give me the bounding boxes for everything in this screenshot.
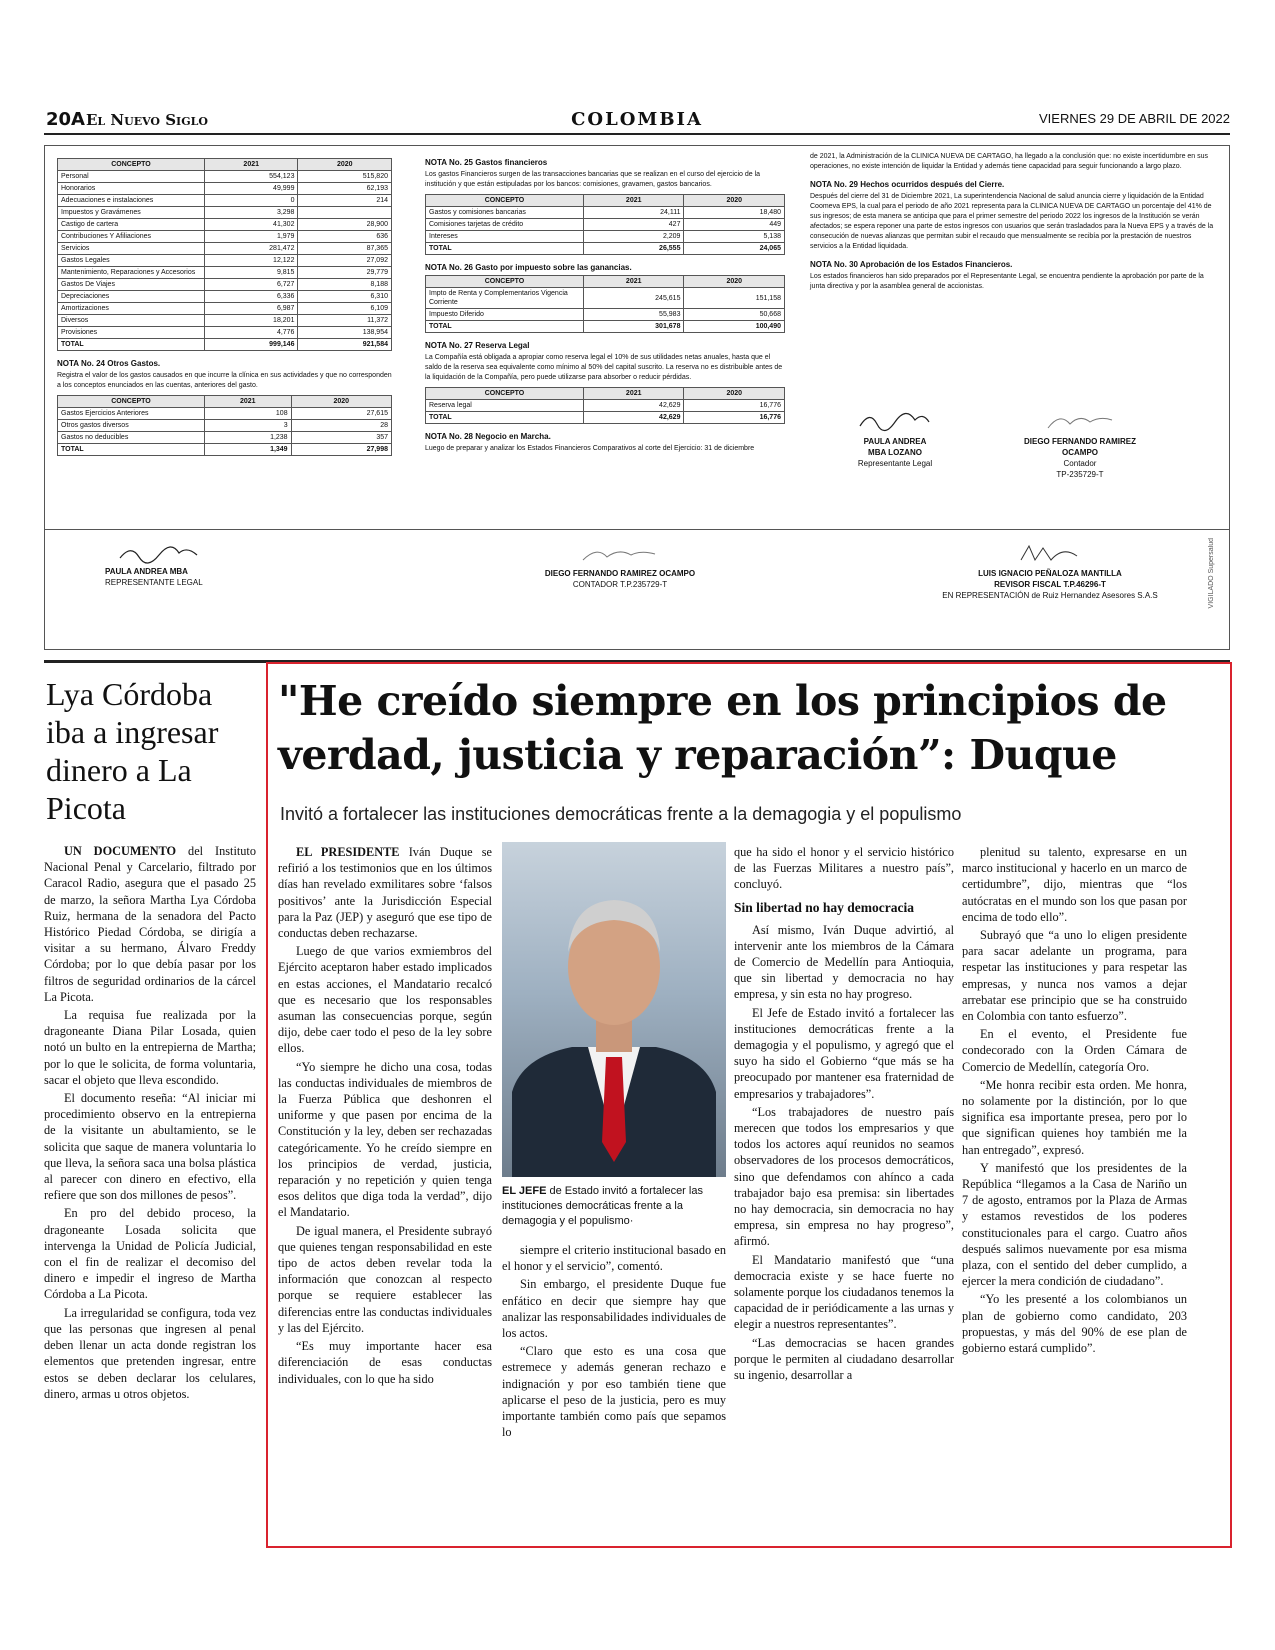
table-header: 2020 bbox=[684, 276, 785, 288]
table-total-row bbox=[58, 444, 392, 456]
signature-icon bbox=[575, 542, 665, 566]
table-row bbox=[58, 171, 392, 183]
expenses-table bbox=[57, 158, 392, 351]
table-row bbox=[426, 219, 785, 231]
table-row bbox=[426, 207, 785, 219]
side-paragraph bbox=[44, 843, 256, 1005]
note24-table bbox=[57, 395, 392, 456]
table-cell: 6,336 bbox=[204, 291, 298, 303]
table-row bbox=[58, 243, 392, 255]
table-cell: Gastos y comisiones bancarias bbox=[426, 207, 584, 219]
table-row bbox=[426, 288, 785, 309]
table-cell: 138,954 bbox=[298, 327, 392, 339]
column-3-body bbox=[734, 922, 954, 1384]
table-cell: 41,302 bbox=[204, 219, 298, 231]
sig1-role: Representante Legal bbox=[857, 459, 933, 468]
table-cell: 28,900 bbox=[298, 219, 392, 231]
table-header: 2021 bbox=[204, 396, 291, 408]
paragraph-lead: EL PRESIDENTE bbox=[296, 845, 400, 859]
column-paragraph: “Claro que esto es una cosa que estremece y además generan rechazo e indignación y por eso también tiene que aplicarse el peso de la justicia, pero es muy importante también como país que sepamos lo bbox=[502, 1344, 726, 1440]
table-cell: 24,065 bbox=[684, 243, 785, 255]
side-body bbox=[44, 843, 256, 1402]
main-article bbox=[266, 662, 1232, 1548]
table-header: 2020 bbox=[684, 195, 785, 207]
table-cell: 29,779 bbox=[298, 267, 392, 279]
signature-icon bbox=[855, 408, 935, 434]
table-header: 2021 bbox=[583, 195, 684, 207]
table-total-row bbox=[426, 321, 785, 333]
sig2-id: TP-235729-T bbox=[1056, 470, 1104, 479]
table-cell: Servicios bbox=[58, 243, 205, 255]
note25-table bbox=[425, 194, 785, 255]
table-cell: 1,979 bbox=[204, 231, 298, 243]
table-cell: 18,480 bbox=[684, 207, 785, 219]
table-row bbox=[58, 195, 392, 207]
table-header: 2021 bbox=[583, 388, 684, 400]
side-paragraph: El documento reseña: “Al iniciar mi procedimiento observo en la entrepierna de la visitante un abultamiento, se le solicita que saque de manera voluntaria lo que lleva, la señora saca una bolsa plástica al parecer con dinero en efectivo, ella refiere que son dos millones de pesos”. bbox=[44, 1091, 256, 1203]
side-headline: Lya Córdoba iba a ingresar dinero a La Picota bbox=[46, 676, 219, 826]
table-cell: 6,109 bbox=[298, 303, 392, 315]
table-header: CONCEPTO bbox=[426, 276, 584, 288]
note24-title: NOTA No. 24 Otros Gastos. bbox=[57, 359, 161, 368]
table-cell: 27,092 bbox=[298, 255, 392, 267]
table-cell: 245,615 bbox=[583, 288, 684, 309]
column-paragraph: Así mismo, Iván Duque advirtió, al intervenir ante los miembros de la Cámara de Comercio de Medellín para Antioquia, que sin libertad y democracia no hay empresa, y sin esta no hay progreso. bbox=[734, 922, 954, 1002]
table-cell: Reserva legal bbox=[426, 400, 584, 412]
signature-icon bbox=[1040, 408, 1120, 434]
table-row bbox=[58, 303, 392, 315]
table-row bbox=[58, 279, 392, 291]
column-paragraph: “Es muy importante hacer esa diferenciación de esas conductas individuales, con lo que ha sido bbox=[278, 1339, 492, 1386]
table-row bbox=[58, 432, 392, 444]
note28-title: NOTA No. 28 Negocio en Marcha. bbox=[425, 432, 551, 441]
table-cell: 214 bbox=[298, 195, 392, 207]
table-header: 2021 bbox=[204, 159, 298, 171]
table-cell: 42,629 bbox=[583, 400, 684, 412]
table-cell: Personal bbox=[58, 171, 205, 183]
sig2-name2: OCAMPO bbox=[1062, 448, 1098, 457]
side-article bbox=[44, 675, 256, 1545]
subhead: Sin libertad no hay democracia bbox=[734, 899, 915, 915]
table-cell: Castigo de cartera bbox=[58, 219, 205, 231]
photo-caption bbox=[502, 1184, 726, 1229]
note29-title: NOTA No. 29 Hechos ocurridos después del Cierre. bbox=[810, 180, 1005, 189]
band-signature-2 bbox=[515, 542, 725, 590]
table-row bbox=[58, 315, 392, 327]
note30-text: Los estados financieros han sido preparados por el Representante Legal, se encuentra pendiente la aprobación por parte de la junta directiva y por la asamblea general de accionistas. bbox=[810, 273, 1204, 290]
table-cell: Depreciaciones bbox=[58, 291, 205, 303]
article-column-3 bbox=[734, 844, 954, 1385]
table-header: CONCEPTO bbox=[426, 388, 584, 400]
table-cell: 2,209 bbox=[583, 231, 684, 243]
table-cell: Honorarios bbox=[58, 183, 205, 195]
table-cell: Comisiones tarjetas de crédito bbox=[426, 219, 584, 231]
column-paragraph: En el evento, el Presidente fue condecorado con la Orden Cámara de Comercio de Medellín, categoría Oro. bbox=[962, 1027, 1187, 1074]
article-column-4 bbox=[962, 844, 1187, 1358]
table-cell: 3 bbox=[204, 420, 291, 432]
column-paragraph: “Los trabajadores de nuestro país merecen que todos los empresarios y que todos los actores aquí reunidos no seamos observadores de los procesos democráticos, sino que defendamos con ahínco a cada trabajador bajo esa premisa: sin libertades no hay democracia, sin democracia no hay empresa, sin empresa no hay progreso”, afirmó. bbox=[734, 1104, 954, 1249]
table-cell: Gastos De Viajes bbox=[58, 279, 205, 291]
table-row bbox=[58, 420, 392, 432]
table-header: CONCEPTO bbox=[58, 396, 205, 408]
table-row bbox=[58, 408, 392, 420]
table-cell: 449 bbox=[684, 219, 785, 231]
note28-continuation: de 2021, la Administración de la CLINICA NUEVA DE CARTAGO, ha llegado a la conclusión que: no existe incertidumbre en sus operaciones, no existe intención de liquidar la Entidad y además tiene capacidad para seguir funcionando a largo plazo. bbox=[810, 153, 1209, 170]
table-cell: 0 bbox=[204, 195, 298, 207]
table-cell: 108 bbox=[204, 408, 291, 420]
finance-column-1 bbox=[57, 158, 392, 456]
band-s3-rep: EN REPRESENTACIÓN de Ruiz Hernandez Asesores S.A.S bbox=[942, 591, 1158, 600]
column-paragraph: El Jefe de Estado invitó a fortalecer las instituciones democráticas frente a la demagogia y el populismo, y agregó que el suyo ha sido el Gobierno “que más se ha preocupado por mantener esa fraternidad de empresarios y trabajadores”. bbox=[734, 1005, 954, 1101]
band-signature-1 bbox=[105, 542, 255, 588]
side-paragraph: En pro del debido proceso, la dragoneante Losada solicita que intervenga la Unidad de Policía Judicial, con el fin de realizar el decomiso del dinero e impedir el ingreso de Martha Córdoba a La Picota. bbox=[44, 1206, 256, 1302]
table-cell: 515,820 bbox=[298, 171, 392, 183]
sig1-name1: PAULA ANDREA bbox=[863, 437, 927, 446]
note26-table bbox=[425, 275, 785, 333]
article-column-1 bbox=[278, 844, 492, 1389]
table-cell: 55,983 bbox=[583, 309, 684, 321]
table-cell: 26,555 bbox=[583, 243, 684, 255]
column-paragraph: plenitud su talento, expresarse en un marco institucional y hacerlo en un marco de certidumbre”, dijo, mientras que “los autócratas en el mundo son los que pasan por encima de todo ello”. bbox=[962, 845, 1187, 924]
table-cell: 4,776 bbox=[204, 327, 298, 339]
column-paragraph: siempre el criterio institucional basado en el honor y el servicio”, comentó. bbox=[502, 1243, 726, 1274]
table-cell: 636 bbox=[298, 231, 392, 243]
band-s3-role: REVISOR FISCAL T.P.46296-T bbox=[994, 580, 1106, 589]
table-header: CONCEPTO bbox=[58, 159, 205, 171]
table-cell: 50,668 bbox=[684, 309, 785, 321]
table-cell: 49,999 bbox=[204, 183, 298, 195]
table-row bbox=[58, 255, 392, 267]
table-cell: 24,111 bbox=[583, 207, 684, 219]
page-header bbox=[44, 105, 1230, 135]
note24-text: Registra el valor de los gastos causados en que incurre la clínica en sus actividades y que no corresponden a los conceptos enunciados en las cuentas, anteriores del gasto. bbox=[57, 372, 392, 389]
table-cell: 357 bbox=[291, 432, 391, 444]
table-cell: TOTAL bbox=[58, 444, 205, 456]
table-cell: 5,138 bbox=[684, 231, 785, 243]
signature-accountant bbox=[1000, 408, 1160, 480]
table-cell: 27,998 bbox=[291, 444, 391, 456]
table-cell: 100,490 bbox=[684, 321, 785, 333]
note30-title: NOTA No. 30 Aprobación de los Estados Financieros. bbox=[810, 260, 1013, 269]
column-paragraph: “Yo les presenté a los colombianos un plan de gobierno como candidato, 203 propuestas, y más del 90% de ese plan de gobierno estará cumplido”. bbox=[962, 1292, 1187, 1356]
table-cell: Gastos Ejercicios Anteriores bbox=[58, 408, 205, 420]
band-s1-name: PAULA ANDREA MBA bbox=[105, 567, 188, 576]
table-header: 2020 bbox=[291, 396, 391, 408]
table-cell: Amortizaciones bbox=[58, 303, 205, 315]
table-cell: 8,188 bbox=[298, 279, 392, 291]
note27-title: NOTA No. 27 Reserva Legal bbox=[425, 341, 530, 350]
column-paragraph: Luego de que varios exmiembros del Ejército aceptaron haber estado implicados en estas acciones, el Mandatario recalcó que es necesario que los responsables asuman las consecuencias porque, según dijo, debe caer todo el peso de la ley sobre ellos. bbox=[278, 944, 492, 1056]
column-paragraph: que ha sido el honor y el servicio histórico de las Fuerzas Militares a nuestro país”, concluyó. bbox=[734, 845, 954, 892]
table-cell: 16,776 bbox=[684, 400, 785, 412]
table-cell: 62,193 bbox=[298, 183, 392, 195]
table-cell: 6,727 bbox=[204, 279, 298, 291]
sig1-name2: MBA LOZANO bbox=[868, 448, 922, 457]
table-header: 2021 bbox=[583, 276, 684, 288]
column-paragraph: De igual manera, el Presidente subrayó que quienes tengan responsabilidad en este tipo de actos deben revelar toda la información que conozcan al respecto porque se requiere establecer las diferencias entre las conductas individuales y las del Ejército. bbox=[278, 1223, 492, 1335]
note28-text: Luego de preparar y analizar los Estados Financieros Comparativos al corte del Ejercicio: 31 de diciembre bbox=[425, 445, 755, 452]
table-cell: 1,238 bbox=[204, 432, 291, 444]
issue-date: VIERNES 29 DE ABRIL DE 2022 bbox=[1038, 111, 1230, 126]
side-lead: UN DOCUMENTO bbox=[64, 844, 177, 858]
main-deck: Invitó a fortalecer las instituciones democráticas frente a la demagogia y el populismo bbox=[280, 804, 962, 824]
table-cell: TOTAL bbox=[58, 339, 205, 351]
column-paragraph: Subrayó que “a uno lo eligen presidente para sacar adelante un programa, para respetar las instituciones y para respetar las empresas, y nunca nos vamos a dejar arrebatar ese principio que se ha construido en Colombia con tanto esfuerzo”. bbox=[962, 928, 1187, 1024]
table-row bbox=[58, 327, 392, 339]
table-row bbox=[58, 183, 392, 195]
table-cell: 1,349 bbox=[204, 444, 291, 456]
financial-statements-box bbox=[44, 145, 1230, 530]
table-cell: Diversos bbox=[58, 315, 205, 327]
note27-table bbox=[425, 387, 785, 424]
duque-photo bbox=[502, 842, 726, 1177]
table-row bbox=[58, 219, 392, 231]
note25-text: Los gastos Financieros surgen de las transacciones bancarias que se realizan en el curso del ejercicio de la institución y que están estipuladas por los bancos: comisiones, gravamen, gastos bancarios. bbox=[425, 171, 761, 188]
newspaper-name: El Nuevo Siglo bbox=[86, 111, 208, 129]
table-cell: 999,146 bbox=[204, 339, 298, 351]
table-cell: Impuestos y Gravámenes bbox=[58, 207, 205, 219]
column-paragraph: “Las democracias se hacen grandes porque le permiten al ciudadano desarrollar su ingenio, desarrollar a bbox=[734, 1335, 954, 1383]
table-cell: 27,615 bbox=[291, 408, 391, 420]
caption-lead: EL JEFE bbox=[502, 1185, 547, 1197]
band-s1-role: REPRESENTANTE LEGAL bbox=[105, 578, 203, 587]
column-paragraph: Y manifestó que los presidentes de la República “llegamos a la Casa de Nariño un 7 de agosto, entramos por la Plaza de Armas y estamos revestidos de los poderes constitucionales para el cargo. Cuatro años después salimos nuevamente por esa misma plaza, con el sentido del deber cumplido, a ejercer la mera condición de ciudadano”. bbox=[962, 1160, 1187, 1289]
table-row bbox=[426, 231, 785, 243]
table-cell: TOTAL bbox=[426, 243, 584, 255]
sig2-role: Contador bbox=[1063, 459, 1097, 468]
band-signature-3 bbox=[935, 542, 1165, 601]
table-cell: 16,776 bbox=[684, 412, 785, 424]
table-cell: TOTAL bbox=[426, 412, 584, 424]
table-row bbox=[426, 400, 785, 412]
signature-legal-rep bbox=[835, 408, 955, 469]
side-text: del Instituto Nacional Penal y Carcelario, filtrado por Caracol Radio, asegura que el pasado 25 de marzo, la señora Martha Lya Córdoba Ruiz, hermana de la senadora del Pacto Histórico Piedad Córdoba, se dirigía a visitar a su hermano, Álvaro Freddy Córdoba; por lo que debía pasar por los filtros de seguridad ordinarios de la cárcel La Picota. bbox=[44, 844, 256, 1004]
table-row bbox=[58, 207, 392, 219]
vigilado-badge: VIGILADO Supersalud bbox=[1208, 538, 1215, 609]
table-cell: TOTAL bbox=[426, 321, 584, 333]
table-cell bbox=[298, 207, 392, 219]
column-paragraph: EL PRESIDENTE Iván Duque se refirió a los testimonios que en los últimos días han revelado exmilitares sobre ‘falsos positivos’ ante la Jurisdicción Especial para la Paz (JEP) y aseguró que ese tipo de conductas deben rechazarse. bbox=[278, 845, 492, 941]
table-header: CONCEPTO bbox=[426, 195, 584, 207]
finance-column-2 bbox=[425, 158, 785, 458]
table-cell: 12,122 bbox=[204, 255, 298, 267]
side-paragraph: La irregularidad se configura, toda vez que las personas que ingresen al penal deben llenar un acta donde registran los elementos que pretenden ingresar, entre estos se deben declarar los celulares, dinero, armas u otros objetos. bbox=[44, 1305, 256, 1401]
note25-title: NOTA No. 25 Gastos financieros bbox=[425, 158, 548, 167]
table-row bbox=[58, 231, 392, 243]
table-cell: 921,584 bbox=[298, 339, 392, 351]
signature-icon bbox=[115, 542, 205, 566]
table-cell: Gastos Legales bbox=[58, 255, 205, 267]
table-cell: 11,372 bbox=[298, 315, 392, 327]
band-s2-name: DIEGO FERNANDO RAMIREZ OCAMPO bbox=[544, 569, 696, 578]
table-total-row bbox=[426, 412, 785, 424]
portrait-icon bbox=[502, 842, 726, 1177]
table-cell: 9,815 bbox=[204, 267, 298, 279]
main-headline: "He creído siempre en los principios de verdad, justicia y reparación”: Duque bbox=[278, 677, 1167, 779]
table-header: 2020 bbox=[684, 388, 785, 400]
table-cell: 6,310 bbox=[298, 291, 392, 303]
table-row bbox=[58, 267, 392, 279]
note27-text: La Compañía está obligada a apropiar como reserva legal el 10% de sus utilidades netas anuales, hasta que el saldo de la reserva sea equivalente como mínimo al 50% del capital suscrito. La reserva no es distribuible antes de la liquidación de la Compañía, pero puede utilizarse para absorber o reducir pérdidas. bbox=[425, 354, 783, 381]
table-cell: 554,123 bbox=[204, 171, 298, 183]
table-cell: 301,678 bbox=[583, 321, 684, 333]
column-paragraph: “Yo siempre he dicho una cosa, todas las conductas individuales de miembros de la Fuerza Pública que deshonren el uniforme y que pasen por encima de la Constitución y la ley, deben ser rechazadas categóricamente. Yo he creído siempre en los principios de verdad, justicia, reparación y no repetición y quien tenga esos delitos que diga toda la verdad”, dijo el Mandatario. bbox=[278, 1059, 492, 1220]
table-row bbox=[58, 291, 392, 303]
band-s3-name: LUIS IGNACIO PEÑALOZA MANTILLA bbox=[978, 569, 1122, 578]
table-total-row bbox=[426, 243, 785, 255]
table-cell: 42,629 bbox=[583, 412, 684, 424]
table-cell: 151,158 bbox=[684, 288, 785, 309]
note29-text: Después del cierre del 31 de Diciembre 2021, La superintendencia Nacional de salud anuncia cierre y liquidación de la Entidad Coomeva EPS, la cual para el periodo de año 2021 representa para la CLINICA NUEVA DE CARTAGO un porcentaje del 41% de sus ingresos; de esta manera se anticipa que para el primer semestre del periodo 2022 los ingresos de la Institución se verán afectados; se espera reponer una parte de estos ingresos con usuarios que serán trasladados para la Nueva EPS y a través de la consecución de nuevas alianzas que permitan subir el recaudo que mensualmente se recibía por la prestación de nuestros servicios a la Entidad liquidada. bbox=[810, 193, 1214, 250]
table-cell: 18,201 bbox=[204, 315, 298, 327]
table-cell: 6,987 bbox=[204, 303, 298, 315]
column-paragraph: El Mandatario manifestó que “una democracia existe y se hace fuerte no solamente porque los ciudadanos tenemos la capacidad de ir periódicamente a las urnas y elegir a nuestros representantes”. bbox=[734, 1252, 954, 1332]
table-cell: Impuesto Diferido bbox=[426, 309, 584, 321]
caption-text: de Estado invitó a fortalecer las instituciones democráticas frente a la demagogia y el populismo· bbox=[502, 1185, 703, 1227]
table-row bbox=[426, 309, 785, 321]
table-total-row bbox=[58, 339, 392, 351]
table-cell: Contribuciones Y Afiliaciones bbox=[58, 231, 205, 243]
table-cell: Impto de Renta y Complementarios Vigencia Corriente bbox=[426, 288, 584, 309]
section-title: COLOMBIA bbox=[571, 109, 703, 130]
page-number: 20A bbox=[46, 109, 85, 130]
column-paragraph: Sin embargo, el presidente Duque fue enfático en decir que siempre hay que analizar las responsabilidades individuales de los actos. bbox=[502, 1277, 727, 1341]
article-column-2 bbox=[502, 1242, 726, 1442]
band-s2-role: CONTADOR T.P.235729-T bbox=[572, 580, 668, 589]
table-cell: 427 bbox=[583, 219, 684, 231]
sig2-name1: DIEGO FERNANDO RAMIREZ bbox=[1024, 437, 1136, 446]
table-cell: Provisiones bbox=[58, 327, 205, 339]
table-header: 2020 bbox=[298, 159, 392, 171]
signature-icon bbox=[1015, 542, 1085, 566]
note26-title: NOTA No. 26 Gasto por impuesto sobre las ganancias. bbox=[425, 263, 632, 272]
signatures-band bbox=[44, 530, 1230, 650]
table-cell: Gastos no deducibles bbox=[58, 432, 205, 444]
table-cell: Mantenimiento, Reparaciones y Accesorios bbox=[58, 267, 205, 279]
column-paragraph: “Me honra recibir esta orden. Me honra, no solamente por la distinción, por lo que significa esa importante presea, pero por lo que significan quienes hoy también me la han entregado”, expresó. bbox=[962, 1077, 1187, 1157]
table-cell: Adecuaciones e instalaciones bbox=[58, 195, 205, 207]
side-paragraph: La requisa fue realizada por la dragoneante Diana Pilar Losada, quien notó un bulto en la entrepierna de Martha; por lo que le solicita, de forma voluntaria, sacar el objeto que lleva escondido. bbox=[44, 1008, 256, 1087]
table-cell: Otros gastos diversos bbox=[58, 420, 205, 432]
table-cell: 3,298 bbox=[204, 207, 298, 219]
table-cell: 281,472 bbox=[204, 243, 298, 255]
table-cell: 87,365 bbox=[298, 243, 392, 255]
table-cell: Intereses bbox=[426, 231, 584, 243]
table-cell: 28 bbox=[291, 420, 391, 432]
finance-column-3 bbox=[810, 152, 1215, 296]
